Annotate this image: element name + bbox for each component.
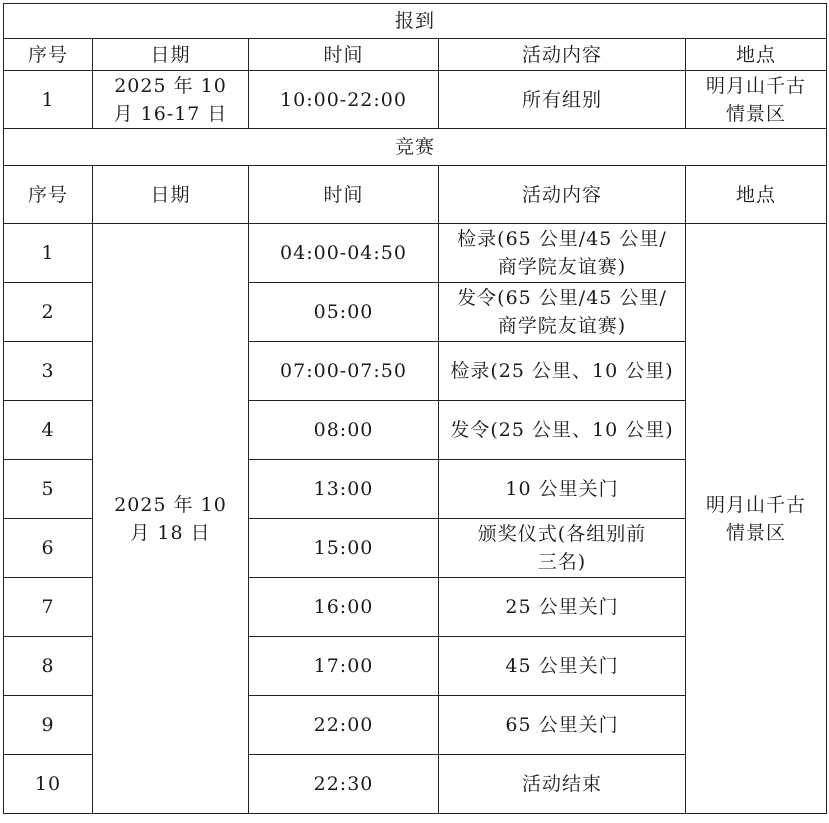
- race-time: 13:00: [249, 460, 439, 519]
- race-time: 16:00: [249, 578, 439, 637]
- registration-row: [4, 71, 827, 129]
- race-no: 9: [4, 696, 93, 755]
- registration-section-title: 报到: [4, 4, 827, 39]
- registration-header-row: [4, 39, 827, 71]
- race-time: 15:00: [249, 519, 439, 578]
- race-location-text: 明月山千古情景区: [706, 493, 807, 544]
- race-time: 07:00-07:50: [249, 342, 439, 401]
- race-date-text: 2025 年 10 月 18 日: [114, 493, 227, 544]
- header-no: 序号: [4, 39, 93, 71]
- race-header-row: [4, 166, 827, 224]
- race-activity-text: 检录(65 公里/45 公里/商学院友谊赛): [457, 228, 667, 278]
- race-activity: 10 公里关门: [439, 460, 686, 519]
- header-location: 地点: [686, 39, 827, 71]
- header-location: 地点: [686, 166, 827, 224]
- header-no: 序号: [4, 166, 93, 224]
- race-activity: [439, 283, 686, 342]
- race-time: 22:00: [249, 696, 439, 755]
- race-activity: 25 公里关门: [439, 578, 686, 637]
- race-no: 1: [4, 224, 93, 283]
- race-activity: 45 公里关门: [439, 637, 686, 696]
- race-activity-text: 颁奖仪式(各组别前三名): [477, 523, 647, 573]
- race-section-title: 竞赛: [4, 129, 827, 166]
- registration-date: [93, 71, 249, 129]
- registration-no: 1: [4, 71, 93, 129]
- schedule-table: [3, 3, 827, 814]
- race-no: 7: [4, 578, 93, 637]
- race-activity: 活动结束: [439, 755, 686, 814]
- race-section-title-row: [4, 129, 827, 166]
- race-time: 22:30: [249, 755, 439, 814]
- header-date: 日期: [93, 166, 249, 224]
- race-no: 2: [4, 283, 93, 342]
- race-time: 17:00: [249, 637, 439, 696]
- header-time: 时间: [249, 166, 439, 224]
- header-activity: 活动内容: [439, 39, 686, 71]
- race-time: 05:00: [249, 283, 439, 342]
- registration-date-text: 2025 年 10 月 16-17 日: [113, 74, 228, 125]
- race-time: 08:00: [249, 401, 439, 460]
- race-activity: 发令(25 公里、10 公里): [439, 401, 686, 460]
- race-no: 4: [4, 401, 93, 460]
- race-activity: [439, 224, 686, 283]
- race-no: 5: [4, 460, 93, 519]
- race-activity: 65 公里关门: [439, 696, 686, 755]
- race-no: 6: [4, 519, 93, 578]
- registration-location: [686, 71, 827, 129]
- race-activity-text: 发令(65 公里/45 公里/商学院友谊赛): [457, 287, 667, 337]
- race-activity: 检录(25 公里、10 公里): [439, 342, 686, 401]
- race-no: 10: [4, 755, 93, 814]
- race-location: [686, 224, 827, 814]
- table-row: [4, 224, 827, 283]
- header-date: 日期: [93, 39, 249, 71]
- registration-location-text: 明月山千古情景区: [706, 74, 807, 125]
- race-time: 04:00-04:50: [249, 224, 439, 283]
- race-activity: [439, 519, 686, 578]
- registration-activity: 所有组别: [439, 71, 686, 129]
- race-no: 8: [4, 637, 93, 696]
- race-no: 3: [4, 342, 93, 401]
- race-date: [93, 224, 249, 814]
- registration-time: 10:00-22:00: [249, 71, 439, 129]
- header-time: 时间: [249, 39, 439, 71]
- registration-section-title-row: [4, 4, 827, 39]
- header-activity: 活动内容: [439, 166, 686, 224]
